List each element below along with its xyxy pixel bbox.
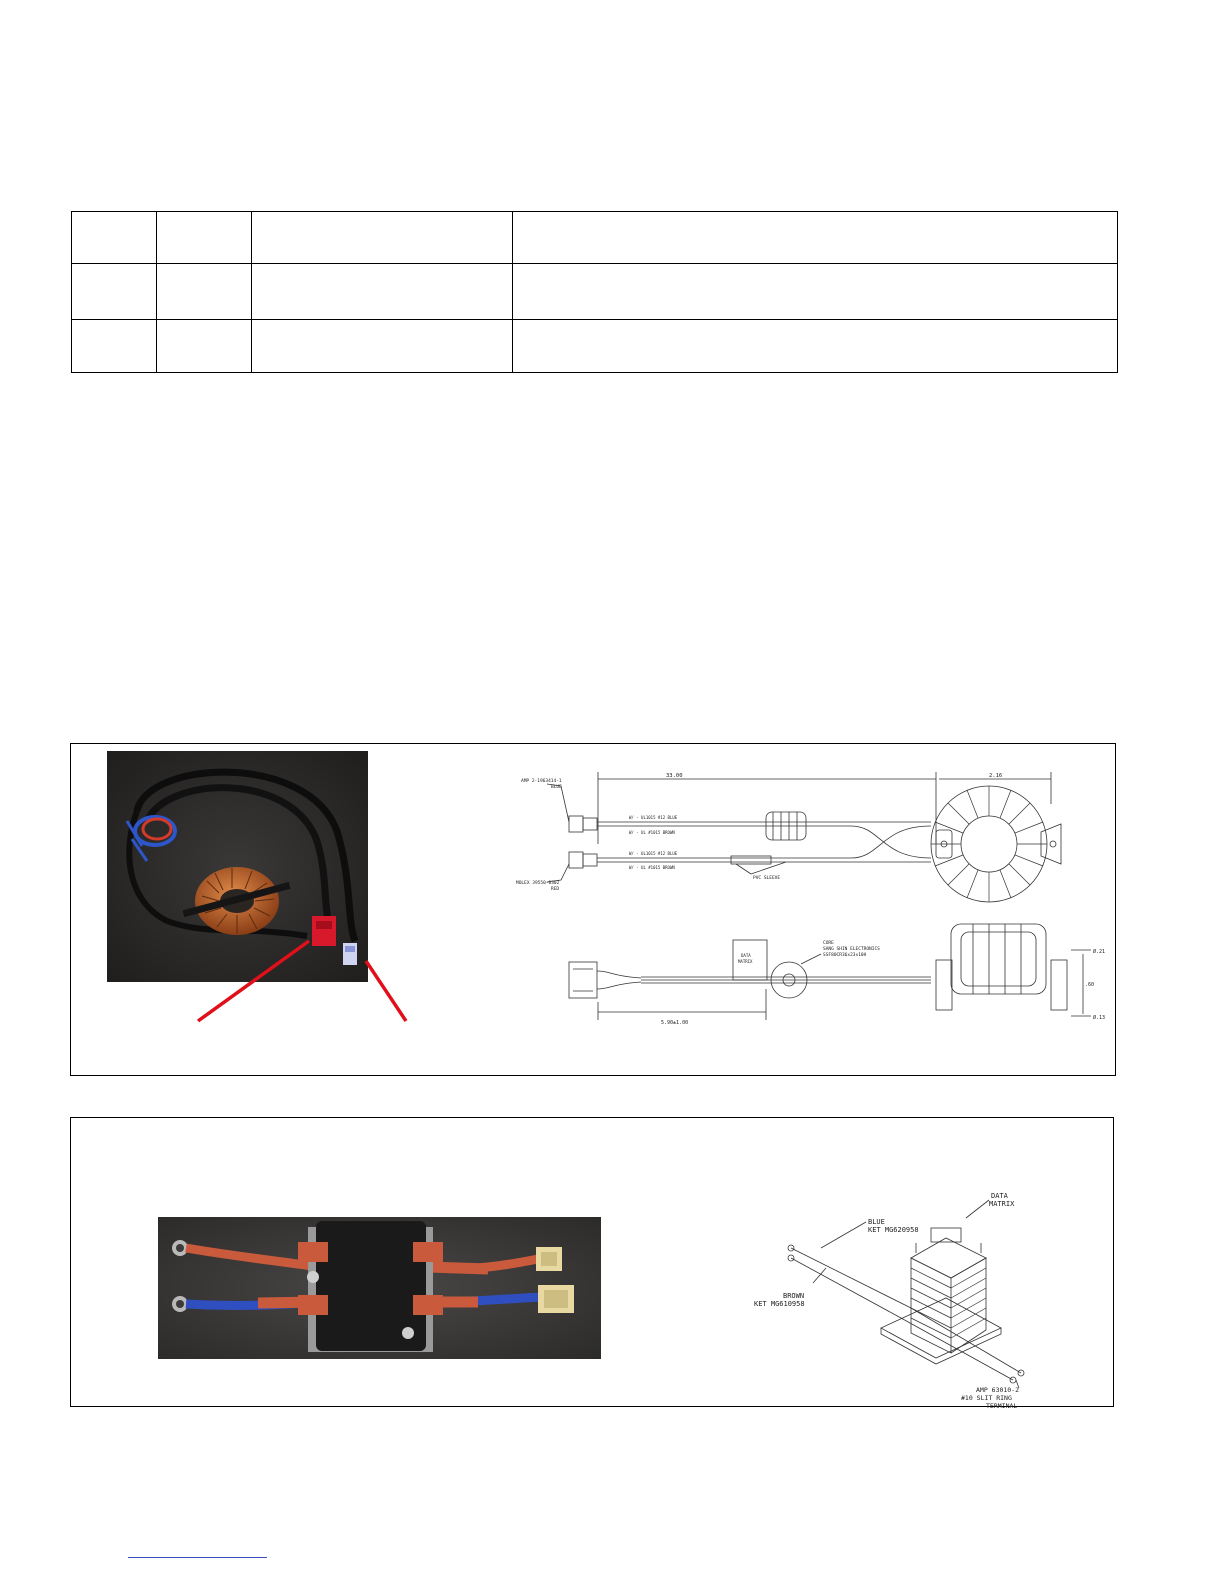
dim-mid: .60 [1085,982,1095,988]
table-row [72,320,1118,373]
table-cell [157,212,252,264]
red-pointer-arrows [171,904,431,1029]
inductor-photo [158,1217,601,1359]
table-cell [157,264,252,320]
molex-color: RED [551,887,560,892]
choke-harness-panel [70,743,1116,1076]
wire-label: W/ - UL #1015 BROWN [629,865,675,870]
table-cell [513,264,1118,320]
table-cell [72,320,157,373]
data-matrix-label: DATA [741,953,751,958]
core-label: SANG SHIN ELECTRONICS [823,947,880,952]
amp-terminal-label: #10 SLIT RING [961,1394,1012,1402]
inductor-panel [70,1117,1114,1407]
amp-terminal-label: AMP 63010-2 [976,1386,1020,1394]
table-cell [252,320,513,373]
wire-label: W/ - UL1015 #12 BLUE [629,815,678,820]
amp-terminal-label: TERMINAL [986,1402,1018,1408]
core-label: CORE [823,941,834,946]
sleeve-label: PVC SLEEVE [753,876,781,881]
dim-width: 2.16 [989,773,1003,779]
footer-link[interactable] [128,1557,267,1558]
amp-color: BLUE [551,785,562,790]
core-label: SSF80CR36x23x10H [823,953,867,958]
amp-label: AMP 2-1963414-1 [521,779,562,784]
brown-wire-label: BROWN [783,1292,805,1300]
table-cell [252,212,513,264]
wire-label: W/ - UL1015 #12 BLUE [629,851,678,856]
table-cell [72,264,157,320]
data-matrix-label: MATRIX [738,959,753,964]
table-cell [513,320,1118,373]
spec-table [71,211,1118,373]
molex-label: MOLEX 39550-0302 [516,881,560,886]
dim-diameter: Ø.13 [1093,1015,1106,1021]
dim-diameter: Ø.21 [1093,949,1106,955]
table-cell [157,320,252,373]
blue-wire-label: BLUE [868,1218,885,1226]
wire-label: W/ - UL #1015 BROWN [629,830,675,835]
table-row [72,212,1118,264]
table-cell [252,264,513,320]
dim-length: 33.00 [666,773,683,779]
data-matrix-label: MATRIX [989,1200,1015,1208]
table-cell [513,212,1118,264]
brown-wire-part: KET MG610958 [754,1300,805,1308]
choke-harness-drawing [511,764,1111,1044]
blue-wire-part: KET MG620958 [868,1226,919,1234]
data-matrix-label: DATA [991,1192,1008,1200]
table-row [72,264,1118,320]
inductor-drawing-lines [751,1158,1051,1408]
table-cell [72,212,157,264]
dim-offset: 5.90±1.00 [661,1020,689,1026]
